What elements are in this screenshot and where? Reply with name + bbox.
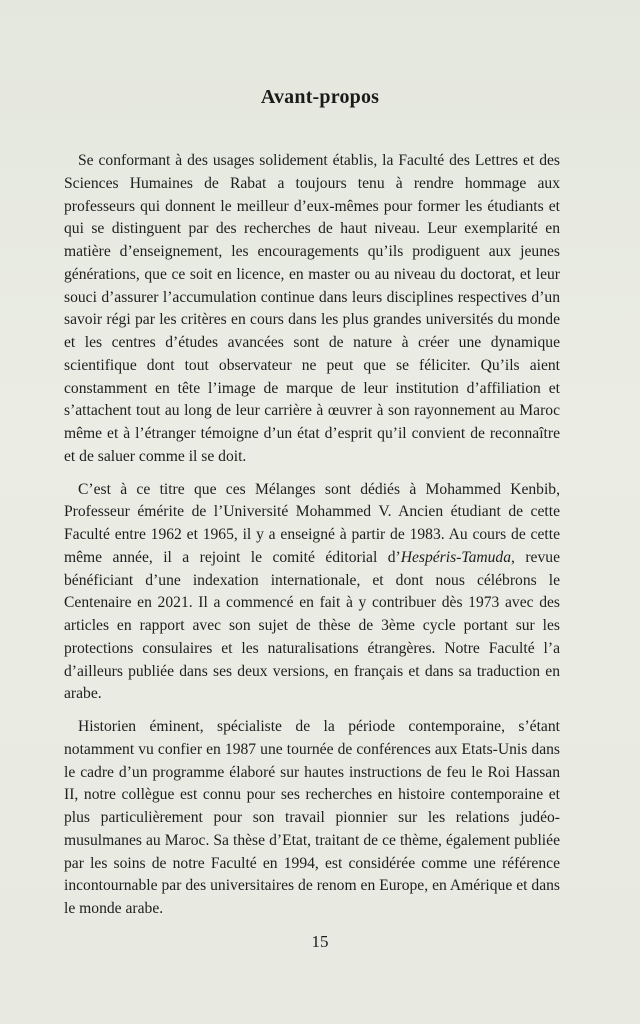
body-text xyxy=(64,150,560,931)
page-number: 15 xyxy=(311,932,329,951)
paragraph-2-text-after: , revue bénéficiant d’une indexation internationale, et dont nous célébrons le Centenaire en 2021. Il a commencé en fait à y contribuer dès 1973 avec des articles en rapport avec son sujet de thèse de 3ème cycle portant sur les protections consulaires et les naturalisations étrangères. Notre Faculté l’a d’ailleurs publiée dans ses deux versions, en français et dans sa traduction en arabe. xyxy=(64,548,560,703)
page-title: Avant-propos xyxy=(260,86,380,108)
paragraph-3: Historien éminent, spécialiste de la période contemporaine, s’étant notamment vu confier en 1987 une tournée de conférences aux Etats-Unis dans le cadre d’un programme élaboré sur hautes instructions de feu le Roi Hassan II, notre collègue est connu pour ses recherches en histoire contemporaine et plus particulièrement pour son travail pionnier sur les relations judéo-musulmanes au Maroc. Sa thèse d’Etat, traitant de ce thème, également publiée par les soins de notre Faculté en 1994, est considérée comme une référence incontournable par des universitaires de renom en Europe, en Amérique et dans le monde arabe. xyxy=(64,718,560,917)
paragraph-2 xyxy=(64,479,560,707)
journal-title-italic: Hespéris-Tamuda xyxy=(400,548,512,566)
paragraph-2-text-before: C’est à ce titre que ces Mélanges sont dédiés à Mohammed Kenbib, Professeur émérite de l’Université Mohammed V. Ancien étudiant de cette Faculté entre 1962 et 1965, il y a enseigné à partir de 1983. Au cours de cette même année, il a rejoint le comité éditorial d’ xyxy=(64,480,560,566)
paragraph-1: Se conformant à des usages solidement établis, la Faculté des Lettres et des Sciences Humaines de Rabat a toujours tenu à rendre hommage aux professeurs qui donnent le meilleur d’eux-mêmes pour former les étudiants et qui se distinguent par des recherches de haut niveau. Leur exemplarité en matière d’enseignement, les encouragements qu’ils prodiguent aux jeunes générations, que ce soit en licence, en master ou au niveau du doctorat, et leur souci d’assurer l’accumulation continue dans leurs disciplines respectives d’un savoir régi par les critères en cours dans les plus grandes universités du monde et les centres d’études avancées sont de nature à créer une dynamique scientifique dont tout observateur ne peut que se féliciter. Qu’ils aient constamment en tête l’image de marque de leur institution d’affiliation et s’attachent tout au long de leur carrière à œuvrer à son rayonnement au Maroc même et à l’étranger témoigne d’un état d’esprit qu’il convient de reconnaître et de saluer comme il se doit. xyxy=(64,152,560,465)
